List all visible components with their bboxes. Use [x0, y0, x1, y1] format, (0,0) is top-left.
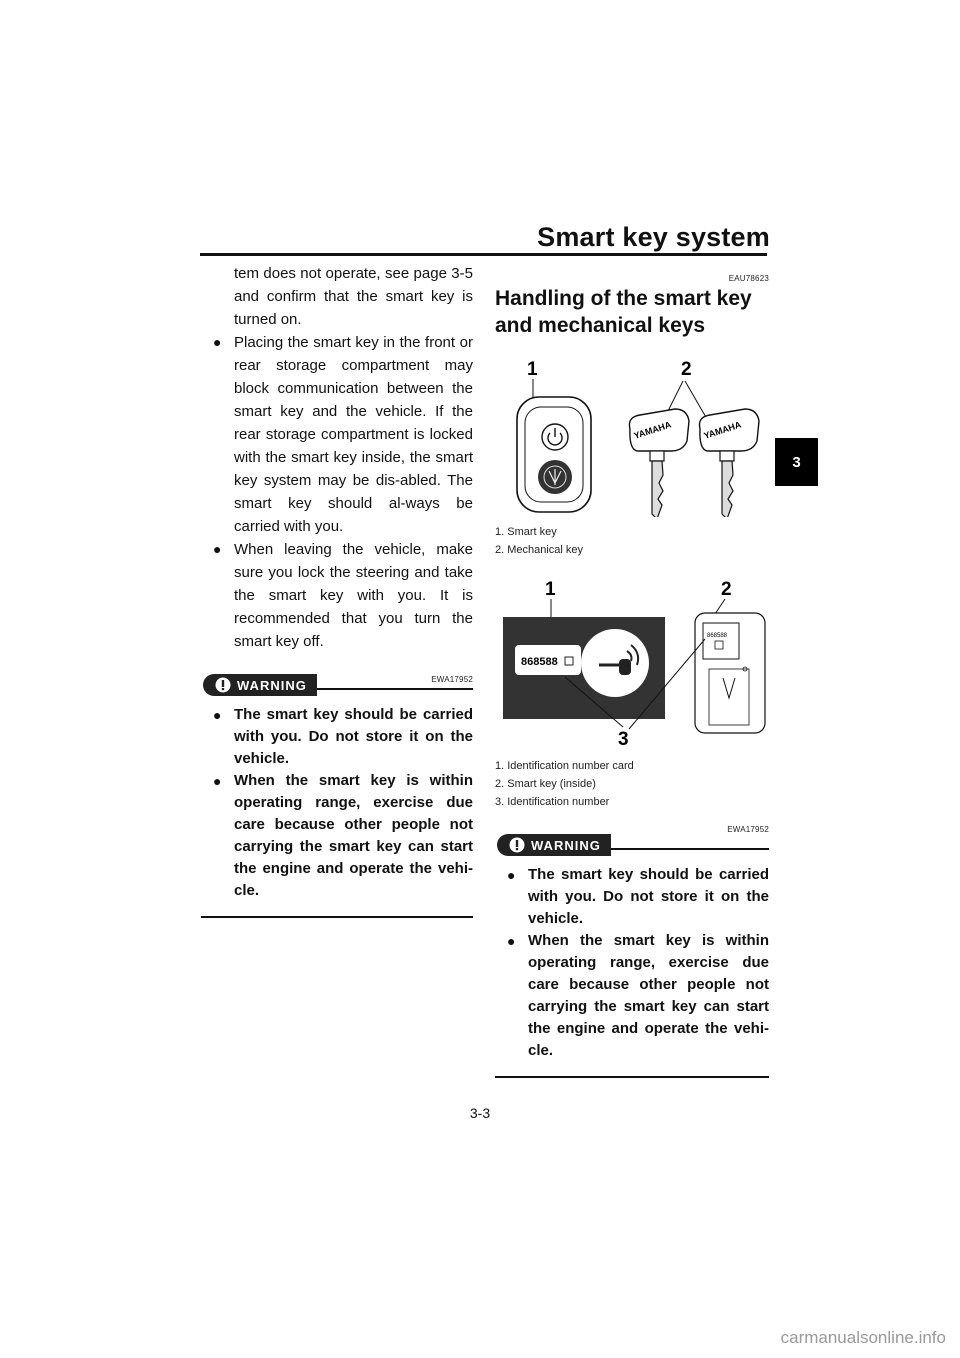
mechanical-key	[699, 409, 759, 517]
section-heading: Handling of the smart key and mechanical keys	[495, 287, 752, 337]
warning-badge	[495, 831, 611, 856]
bullet-dot-icon: ●	[213, 707, 222, 723]
key-brand-label: YAMAHA	[702, 419, 743, 441]
warning-code: EWA17952	[727, 825, 769, 834]
warning-bullet	[495, 930, 769, 1062]
warning-bullet	[201, 770, 473, 902]
mechanical-key	[629, 409, 689, 517]
warning-bullet	[495, 864, 769, 930]
id-number-small: 868588	[707, 633, 728, 639]
id-number: 868588	[521, 656, 558, 668]
caption-line: 2. Mechanical key	[495, 544, 584, 556]
callout-3: 3	[618, 729, 629, 750]
page-number: 3-3	[469, 1105, 491, 1121]
header-rule	[200, 253, 767, 256]
warning-bullet-text: The smart key should be carried with you. Do not store it on the vehicle.	[234, 706, 473, 767]
page-header-title: Smart key system	[537, 222, 770, 252]
left-column	[201, 262, 473, 918]
identification-card	[503, 617, 665, 719]
callout-2: 2	[721, 579, 732, 600]
caption-line: 3. Identification number	[495, 796, 610, 808]
callout-2: 2	[681, 359, 692, 380]
figure-keys	[495, 347, 769, 517]
warning-exclamation-icon	[215, 677, 231, 693]
callout-1: 1	[527, 359, 538, 380]
bullet-dot-icon: ●	[507, 867, 516, 883]
chapter-tab: 3	[775, 438, 818, 486]
warning-bullet-text: The smart key should be carried with you. Do not store it on the vehicle.	[528, 866, 769, 927]
watermark: carmanualsonline.info	[780, 1328, 946, 1347]
right-column	[495, 274, 769, 1078]
warning-code: EWA17952	[431, 675, 473, 684]
warning-label: WARNING	[237, 677, 307, 693]
figure-caption	[495, 523, 769, 559]
bullet-dot-icon: ●	[213, 773, 222, 789]
warning-bullet-text: When the smart key is within operating range, exercise due care because other people not carrying the smart key can start the engine and operate the vehi-cle.	[234, 772, 473, 899]
callout-1: 1	[545, 579, 556, 600]
bullet-item	[201, 538, 473, 653]
bullet-dot-icon: ●	[507, 933, 516, 949]
figure-id-card	[495, 573, 769, 751]
warning-exclamation-icon	[509, 837, 525, 853]
continued-paragraph: tem does not operate, see page 3-5 and confirm that the smart key is turned on.	[234, 265, 473, 328]
warning-box	[495, 837, 769, 1078]
bullet-text: When leaving the vehicle, make sure you lock the steering and take the smart key with you. It is recommended that you turn the smart key off.	[234, 541, 473, 650]
key-brand-label: YAMAHA	[632, 419, 673, 441]
warning-bullet-text: When the smart key is within operating range, exercise due care because other people not carrying the smart key can start the engine and operate the vehi-cle.	[528, 932, 769, 1059]
bullet-item	[201, 331, 473, 538]
bullet-dot-icon: ●	[213, 334, 222, 350]
warning-bullet	[201, 704, 473, 770]
section-code: EAU78623	[728, 274, 769, 283]
caption-line: 2. Smart key (inside)	[495, 778, 596, 790]
smart-key-inside	[695, 613, 765, 733]
caption-line: 1. Identification number card	[495, 760, 634, 772]
warning-badge	[201, 671, 317, 696]
caption-line: 1. Smart key	[495, 526, 557, 538]
bullet-text: Placing the smart key in the front or rear storage compartment may block communication between the smart key and the vehicle. If the rear storage compartment is locked with the smart key inside, the smart key system may be dis-abled. The smart key should al-ways be carried with you.	[234, 334, 473, 535]
smart-key-fob	[517, 397, 591, 512]
warning-label: WARNING	[531, 837, 601, 853]
figure-caption	[495, 757, 769, 811]
bullet-dot-icon: ●	[213, 541, 222, 557]
